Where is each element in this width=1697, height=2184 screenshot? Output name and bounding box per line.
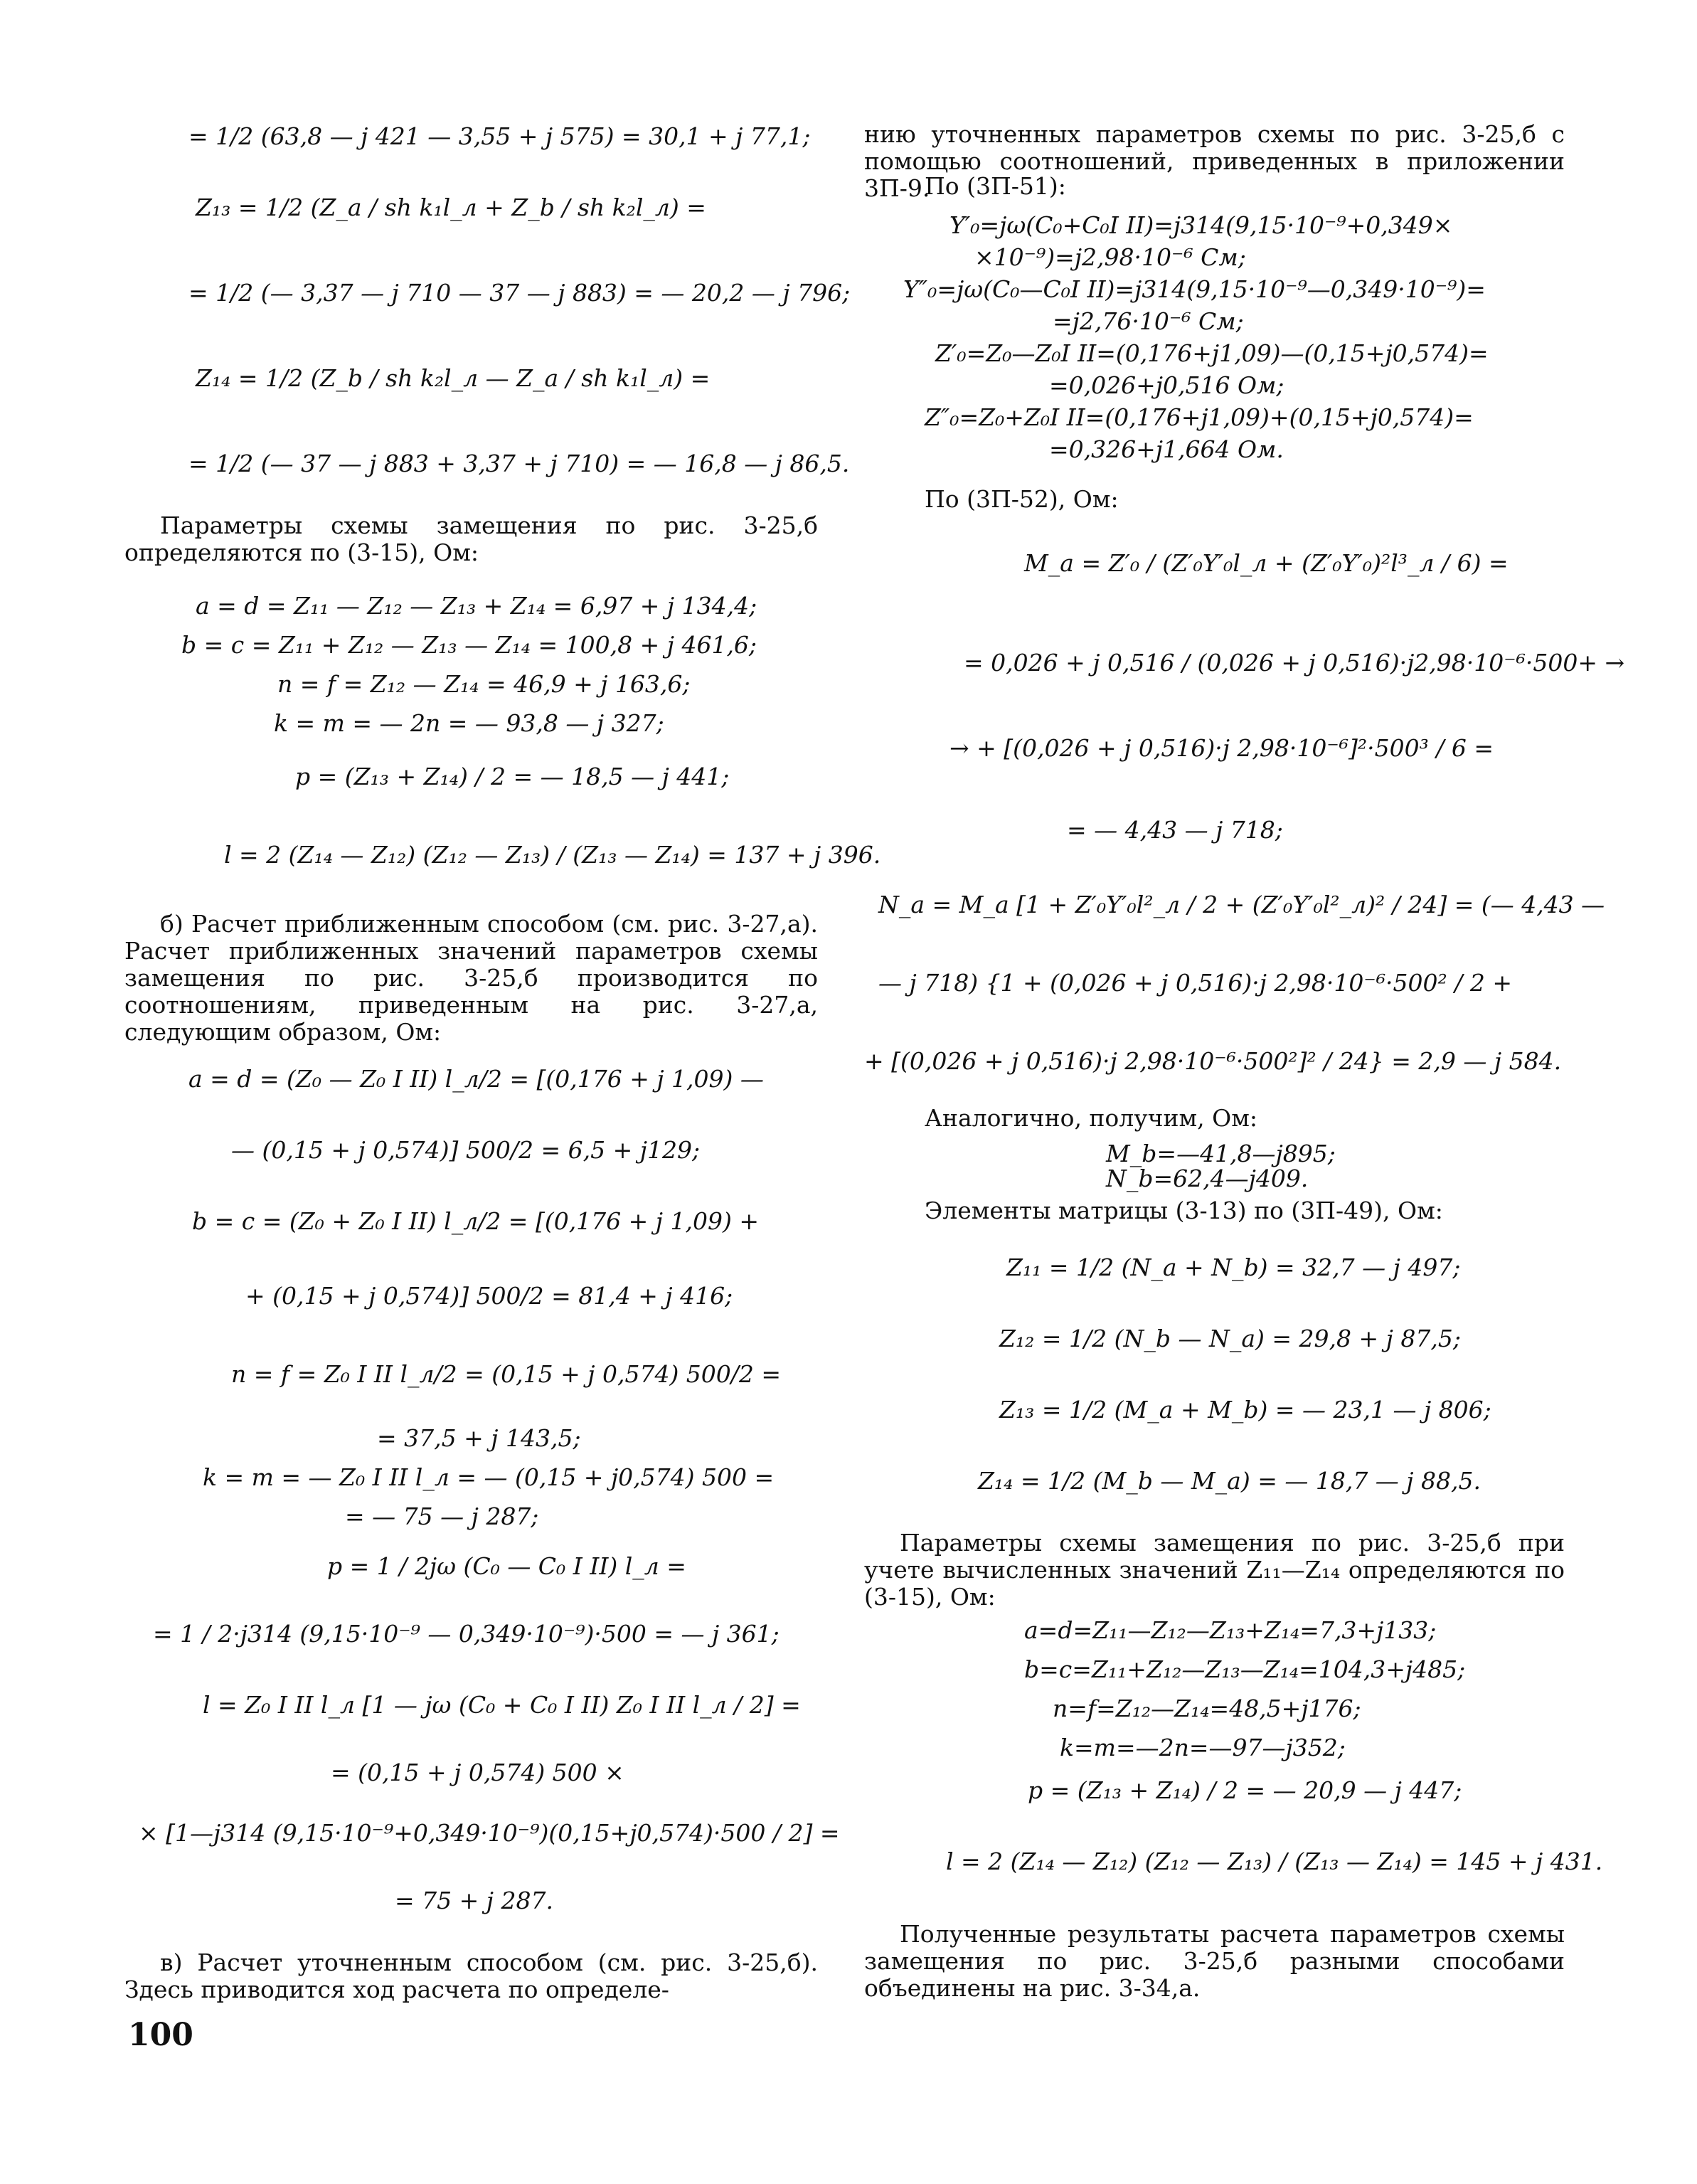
paragraph: Полученные результаты расчета параметров схемы замещения по рис. 3-25,б разными способами объединены на рис. 3-34,а. — [864, 1920, 1565, 2002]
equation-line: Z′₀=Z₀—Z₀I II=(0,176+j1,09)—(0,15+j0,574)= — [935, 339, 1489, 367]
equation-line: p = (Z₁₃ + Z₁₄) / 2 = — 20,9 — j 447; — [1028, 1776, 1462, 1804]
equation-line: =0,026+j0,516 Ом; — [1049, 371, 1284, 399]
equation-line: = (0,15 + j 0,574) 500 × — [331, 1759, 624, 1786]
equation-line: × [1—j314 (9,15·10⁻⁹+0,349·10⁻⁹)(0,15+j0,574)·500 / 2] = — [139, 1819, 840, 1847]
equation-line: Z₁₁ = 1/2 (N_a + N_b) = 32,7 — j 497; — [1006, 1253, 1461, 1281]
equation-line: n=f=Z₁₂—Z₁₄=48,5+j176; — [1053, 1695, 1361, 1722]
equation-line: =0,326+j1,664 Ом. — [1049, 435, 1284, 463]
equation-line: Z″₀=Z₀+Z₀I II=(0,176+j1,09)+(0,15+j0,574)= — [925, 403, 1474, 431]
equation-line: = 1/2 (63,8 — j 421 — 3,55 + j 575) = 30,1 + j 77,1; — [188, 122, 811, 150]
equation-line: Z₁₄ = 1/2 (Z_b / sh k₂l_л — Z_a / sh k₁l_л) = — [196, 364, 711, 392]
section-b-paragraph: б) Расчет приближенным способом (см. рис. 3-27,а). Расчет приближенных значений параметров схемы замещения по рис. 3-25,б производится по соотношениям, приведенным на рис. 3-27,а, следующим образом, Ом: — [124, 910, 818, 1046]
equation-line: M_a = Z′₀ / (Z′₀Y′₀l_л + (Z′₀Y′₀)²l³_л / 6) = — [1024, 549, 1509, 577]
equation-line: k = m = — Z₀ I II l_л = — (0,15 + j0,574) 500 = — [203, 1463, 775, 1491]
equation-line: ×10⁻⁹)=j2,98·10⁻⁶ См; — [974, 243, 1246, 271]
equation-line: p = (Z₁₃ + Z₁₄) / 2 = — 18,5 — j 441; — [295, 763, 730, 790]
equation-line: n = f = Z₁₂ — Z₁₄ = 46,9 + j 163,6; — [277, 670, 691, 698]
paragraph: нию уточненных параметров схемы по рис. 3-25,б с помощью соотношений, приведенных в приложении 3П-9. — [864, 120, 1565, 202]
equation-line: = 1/2 (— 3,37 — j 710 — 37 — j 883) = — 20,2 — j 796; — [188, 279, 851, 307]
equation-line: a = d = Z₁₁ — Z₁₂ — Z₁₃ + Z₁₄ = 6,97 + j 134,4; — [196, 592, 757, 620]
equation-line: Z₁₃ = 1/2 (Z_a / sh k₁l_л + Z_b / sh k₂l_л) = — [196, 194, 706, 221]
paragraph: Параметры схемы замещения по рис. 3-25,б определяются по (3-15), Ом: — [124, 511, 818, 566]
text-line: Аналогично, получим, Ом: — [925, 1104, 1257, 1132]
reference-line: По (3П-52), Ом: — [925, 485, 1119, 513]
equation-line: = 75 + j 287. — [395, 1887, 553, 1914]
paragraph: Параметры схемы замещения по рис. 3-25,б при учете вычисленных значений Z₁₁—Z₁₄ определяются по (3-15), Ом: — [864, 1529, 1565, 1611]
equation-line: p = 1 / 2jω (C₀ — C₀ I II) l_л = — [327, 1552, 686, 1580]
equation-line: = — 75 — j 287; — [345, 1502, 539, 1530]
reference-line: По (3П-51): — [925, 172, 1066, 200]
equation-line: = 1 / 2·j314 (9,15·10⁻⁹ — 0,349·10⁻⁹)·500 = — j 361; — [153, 1620, 780, 1648]
equation-line: k=m=—2n=—97—j352; — [1060, 1734, 1346, 1761]
equation-line: + [(0,026 + j 0,516)·j 2,98·10⁻⁶·500²]² / 24} = 2,9 — j 584. — [864, 1047, 1562, 1075]
equation-line: = — 4,43 — j 718; — [1067, 816, 1283, 844]
equation-line: l = Z₀ I II l_л [1 — jω (C₀ + C₀ I II) Z₀ I II l_л / 2] = — [203, 1691, 801, 1719]
page-number: 100 — [128, 2017, 193, 2053]
equation-line: =j2,76·10⁻⁶ См; — [1053, 307, 1244, 335]
equation-line: b = c = (Z₀ + Z₀ I II) l_л/2 = [(0,176 + j 1,09) + — [192, 1207, 760, 1235]
equation-line: a=d=Z₁₁—Z₁₂—Z₁₃+Z₁₄=7,3+j133; — [1024, 1616, 1437, 1644]
equation-line: b=c=Z₁₁+Z₁₂—Z₁₃—Z₁₄=104,3+j485; — [1024, 1655, 1466, 1683]
equation-line: l = 2 (Z₁₄ — Z₁₂) (Z₁₂ — Z₁₃) / (Z₁₃ — Z₁₄) = 137 + j 396. — [224, 841, 881, 869]
text-line: Элементы матрицы (3-13) по (3П-49), Ом: — [925, 1197, 1443, 1224]
equation-line: = 0,026 + j 0,516 / (0,026 + j 0,516)·j2,98·10⁻⁶·500+ → — [964, 649, 1625, 677]
equation-line: l = 2 (Z₁₄ — Z₁₂) (Z₁₂ — Z₁₃) / (Z₁₃ — Z₁₄) = 145 + j 431. — [946, 1848, 1603, 1875]
equation-line: Z₁₄ = 1/2 (M_b — M_a) = — 18,7 — j 88,5. — [978, 1467, 1481, 1495]
equation-line: — (0,15 + j 0,574)] 500/2 = 6,5 + j129; — [231, 1136, 701, 1164]
equation-line: N_a = M_a [1 + Z′₀Y′₀l²_л / 2 + (Z′₀Y′₀l²_л)² / 24] = (— 4,43 — — [878, 891, 1605, 918]
equation-line: M_b=—41,8—j895; — [1106, 1140, 1336, 1167]
equation-line: a = d = (Z₀ — Z₀ I II) l_л/2 = [(0,176 + j 1,09) — — [188, 1065, 764, 1093]
equation-line: n = f = Z₀ I II l_л/2 = (0,15 + j 0,574) 500/2 = — [231, 1360, 782, 1388]
equation-line: N_b=62,4—j409. — [1106, 1165, 1309, 1192]
equation-line: = 1/2 (— 37 — j 883 + 3,37 + j 710) = — 16,8 — j 86,5. — [188, 450, 850, 477]
equation-line: → + [(0,026 + j 0,516)·j 2,98·10⁻⁶]²·500³ / 6 = — [949, 734, 1494, 762]
section-v-paragraph: в) Расчет уточненным способом (см. рис. 3-25,б). Здесь приводится ход расчета по определе- — [124, 1949, 818, 2003]
equation-line: — j 718) {1 + (0,026 + j 0,516)·j 2,98·10⁻⁶·500² / 2 + — [878, 969, 1512, 997]
equation-line: k = m = — 2n = — 93,8 — j 327; — [274, 709, 664, 737]
equation-line: Y′₀=jω(C₀+C₀I II)=j314(9,15·10⁻⁹+0,349× — [949, 211, 1453, 239]
equation-line: + (0,15 + j 0,574)] 500/2 = 81,4 + j 416; — [245, 1282, 733, 1310]
equation-line: = 37,5 + j 143,5; — [377, 1424, 581, 1452]
equation-line: Z₁₃ = 1/2 (M_a + M_b) = — 23,1 — j 806; — [999, 1396, 1491, 1424]
equation-line: Z₁₂ = 1/2 (N_b — N_a) = 29,8 + j 87,5; — [999, 1325, 1461, 1352]
equation-line: b = c = Z₁₁ + Z₁₂ — Z₁₃ — Z₁₄ = 100,8 + j 461,6; — [181, 631, 757, 659]
equation-line: Y″₀=jω(C₀—C₀I II)=j314(9,15·10⁻⁹—0,349·10⁻⁹)= — [903, 275, 1486, 303]
